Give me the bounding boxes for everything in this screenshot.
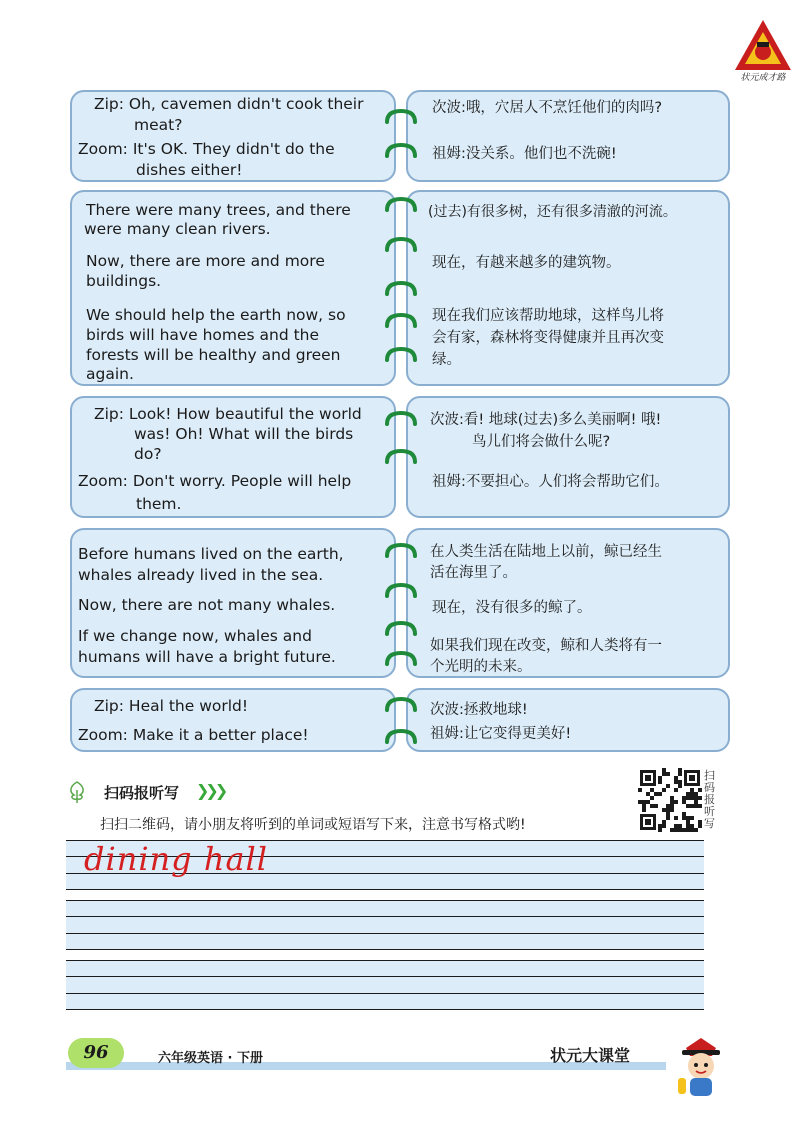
card-3-en-line: was! Oh! What will the birds <box>134 425 354 443</box>
page-number: 96 <box>68 1038 124 1068</box>
card-2-zh-line: 会有家，森林将变得健康并且再次变 <box>432 330 664 346</box>
brand-name: 状元大课堂 <box>550 1046 631 1065</box>
card-4-en-line: Now, there are not many whales. <box>78 596 336 614</box>
card-2-en-line: There were many trees, and there <box>86 201 351 219</box>
binding-ring-icon <box>384 235 418 257</box>
card-4-zh-line: 现在，没有很多的鲸了。 <box>432 600 592 616</box>
card-5-en-line: Zip: Heal the world! <box>94 697 249 715</box>
card-2-en-line: were many clean rivers. <box>84 220 271 238</box>
binding-ring-icon <box>384 311 418 333</box>
qr-code-label: 扫码报听写 <box>704 769 715 830</box>
binding-ring-icon <box>384 541 418 563</box>
card-2-en-line: again. <box>86 365 134 383</box>
tree-icon <box>66 780 88 804</box>
binding-ring-icon <box>384 107 418 129</box>
binding-ring-icon <box>384 279 418 301</box>
binding-ring-icon <box>384 581 418 603</box>
writing-lines-2 <box>66 900 704 950</box>
binding-ring-icon <box>384 141 418 163</box>
card-1-en-line: Zoom: It's OK. They didn't do the <box>78 140 335 158</box>
binding-ring-icon <box>384 345 418 367</box>
card-4-zh-line: 在人类生活在陆地上以前，鲸已经生 <box>430 544 662 560</box>
card-3-zh-line: 鸟儿们将会做什么呢? <box>472 434 611 450</box>
card-2-en-line: birds will have homes and the <box>86 326 320 344</box>
writing-lines-3 <box>66 960 704 1010</box>
card-2-zh-line: 绿。 <box>432 352 461 368</box>
card-2-zh-line: 现在我们应该帮助地球，这样鸟儿将 <box>432 308 664 324</box>
card-3-en-line: Zoom: Don't worry. People will help <box>78 472 352 490</box>
binding-ring-icon <box>384 409 418 431</box>
card-3-zh-line: 祖姆:不要担心。人们将会帮助它们。 <box>432 474 669 490</box>
card-4-zh-line: 活在海里了。 <box>430 565 517 581</box>
card-2-en-line: buildings. <box>86 272 162 290</box>
card-4-zh-line: 个光明的未来。 <box>430 659 532 675</box>
card-2-en-line: We should help the earth now, so <box>86 306 346 324</box>
double-chevron-right-icon: ❯❯❯ <box>196 781 225 800</box>
mascot-icon <box>668 1034 734 1100</box>
card-3-zh-line: 次波:看! 地球(过去)多么美丽啊! 哦! <box>430 412 662 428</box>
binding-ring-icon <box>384 649 418 671</box>
card-4-en-line: humans will have a bright future. <box>78 648 336 666</box>
card-1-en-line: meat? <box>134 116 183 134</box>
card-4-zh-line: 如果我们现在改变，鲸和人类将有一 <box>430 638 662 654</box>
binding-ring-icon <box>384 619 418 641</box>
card-2-zh-line: (过去)有很多树，还有很多清澈的河流。 <box>428 204 677 220</box>
book-title: 六年级英语 · 下册 <box>158 1051 263 1066</box>
binding-ring-icon <box>384 195 418 217</box>
card-1-zh-line: 次波:哦，穴居人不烹饪他们的肉吗? <box>432 100 663 116</box>
card-3-en-line: them. <box>136 495 182 513</box>
card-5-en-line: Zoom: Make it a better place! <box>78 726 309 744</box>
card-4-en-line: whales already lived in the sea. <box>78 566 324 584</box>
binding-ring-icon <box>384 727 418 749</box>
card-5-zh-line: 次波:拯救地球! <box>430 702 528 718</box>
card-3-en-line: Zip: Look! How beautiful the world <box>94 405 362 423</box>
card-2-en-line: Now, there are more and more <box>86 252 325 270</box>
card-1-en-line: dishes either! <box>136 161 243 179</box>
card-2-zh-line: 现在，有越来越多的建筑物。 <box>432 255 621 271</box>
section-instruction: 扫扫二维码，请小朋友将听到的单词或短语写下来，注意书写格式哟! <box>100 817 526 833</box>
binding-ring-icon <box>384 447 418 469</box>
binding-ring-icon <box>384 695 418 717</box>
card-1-en-line: Zip: Oh, cavemen didn't cook their <box>94 95 364 113</box>
section-title: 扫码报听写 <box>104 784 180 802</box>
card-1-zh-line: 祖姆:没关系。他们也不洗碗! <box>432 146 617 162</box>
handwritten-answer: dining hall <box>84 840 268 878</box>
card-4-en-line: Before humans lived on the earth, <box>78 545 344 563</box>
qr-code-icon[interactable] <box>638 768 702 832</box>
brand-logo-text: 状元成才路 <box>740 73 786 83</box>
card-5-zh-line: 祖姆:让它变得更美好! <box>430 726 572 742</box>
card-4-en-line: If we change now, whales and <box>78 627 312 645</box>
card-2-en-line: forests will be healthy and green <box>86 346 341 364</box>
card-3-en-line: do? <box>134 445 162 463</box>
